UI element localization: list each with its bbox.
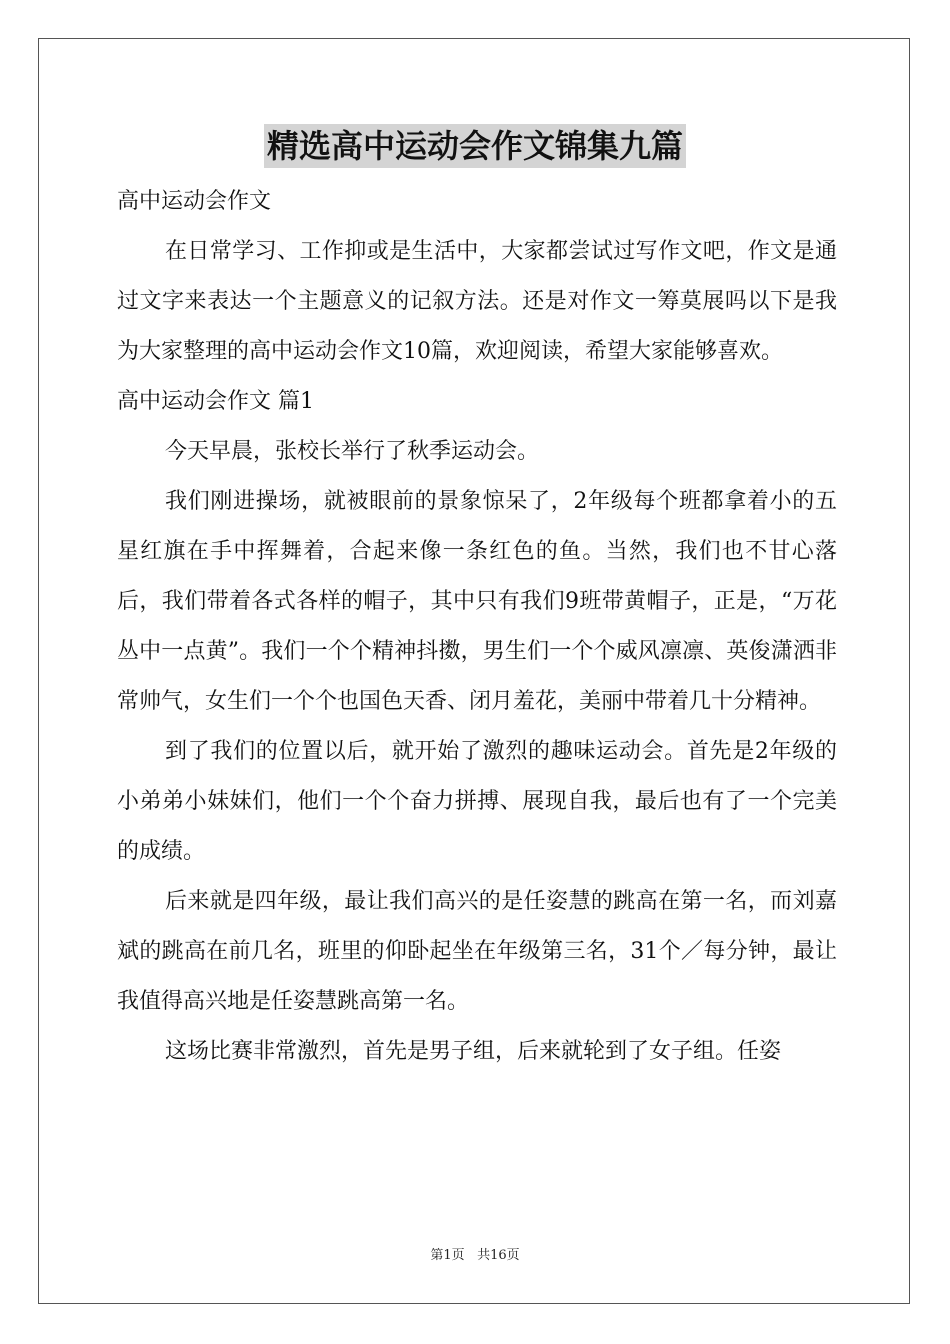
document-title: 精选高中运动会作文锦集九篇 <box>264 124 686 168</box>
essay-heading: 高中运动会作文 篇1 <box>117 389 314 414</box>
body-paragraph: 今天早晨，张校长举行了秋季运动会。 <box>165 439 540 464</box>
title-area <box>0 124 950 168</box>
section-heading: 高中运动会作文 <box>117 189 272 214</box>
document-body <box>117 177 837 1077</box>
body-paragraph: 后来就是四年级，最让我们高兴的是任姿慧的跳高在第一名，而刘嘉斌的跳高在前几名，班里的仰卧起坐在年级第三名，31个／每分钟，最让我值得高兴地是任姿慧跳高第一名。 <box>117 889 837 1014</box>
body-paragraph: 这场比赛非常激烈，首先是男子组，后来就轮到了女子组。任姿 <box>165 1039 782 1064</box>
page-total: 共16页 <box>477 1248 520 1263</box>
body-paragraph: 到了我们的位置以后，就开始了激烈的趣味运动会。首先是2年级的小弟弟小妹妹们，他们一个个奋力拼搏、展现自我，最后也有了一个完美的成绩。 <box>117 739 837 864</box>
page-number: 第1页 <box>430 1248 465 1263</box>
intro-paragraph: 在日常学习、工作抑或是生活中，大家都尝试过写作文吧，作文是通过文字来表达一个主题意义的记叙方法。还是对作文一筹莫展吗以下是我为大家整理的高中运动会作文10篇，欢迎阅读，希望大家能够喜欢。 <box>117 239 837 364</box>
page-footer <box>0 1244 950 1263</box>
body-paragraph: 我们刚进操场，就被眼前的景象惊呆了，2年级每个班都拿着小的五星红旗在手中挥舞着，合起来像一条红色的鱼。当然，我们也不甘心落后，我们带着各式各样的帽子，其中只有我们9班带黄帽子，正是，“万花丛中一点黄”。我们一个个精神抖擞，男生们一个个威风凛凛、英俊潇洒非常帅气，女生们一个个也国色天香、闭月羞花，美丽中带着几十分精神。 <box>117 489 837 714</box>
